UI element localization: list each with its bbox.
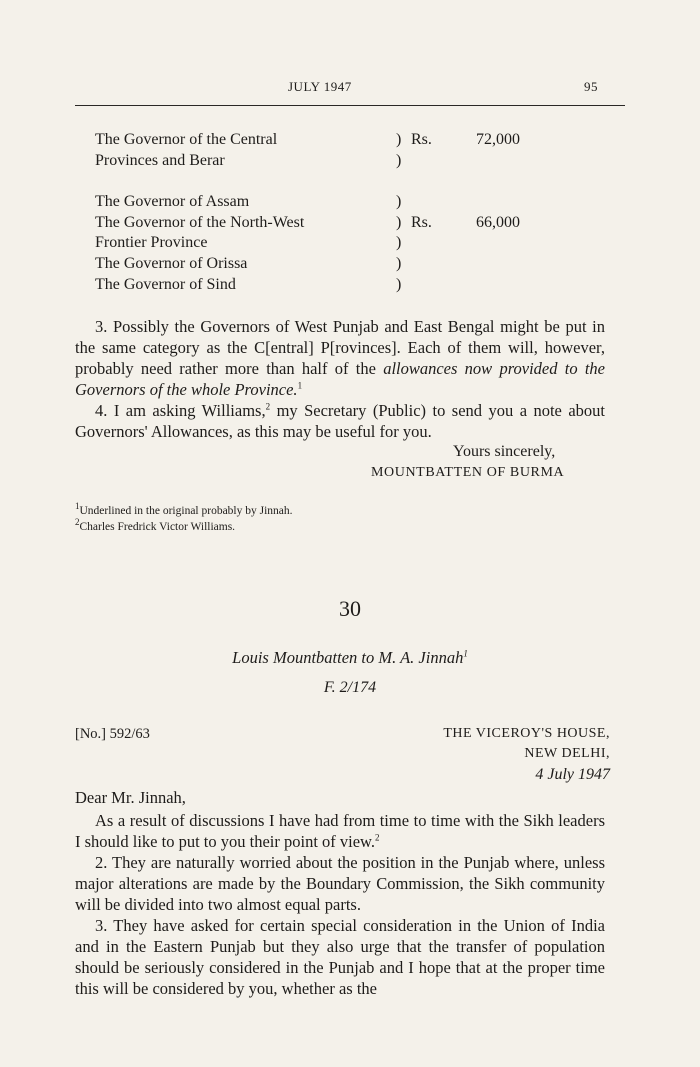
italic-phrase: allowances now provided to the Governors of the whole Province.	[75, 359, 605, 399]
closing: Yours sincerely,	[453, 443, 556, 460]
letter-date: 4 July 1947	[535, 766, 610, 783]
header-rule	[75, 105, 625, 106]
paragraph-3: 3. Possibly the Governors of West Punjab and East Bengal might be put in the same category as the C[entral] P[rovinces]. Each of them will, however, probably need rather more than half of the allowances now provided to the Governors of the whole Province.$^1$	[75, 317, 605, 399]
footnote: $^1$Underlined in the original probably by Jinnah.	[75, 501, 293, 517]
footnote-marker: 2	[375, 832, 380, 843]
letter2-paragraph-1: As a result of discussions I have had from time to time with the Sikh leaders I should like to put to you their point of view.$^2$	[75, 811, 605, 851]
footnote-marker: 1	[297, 380, 303, 391]
letter2-paragraph-3: 3. They have asked for certain special consideration in the Union of India and in the Eastern Punjab but they also urge that the transfer of population should be seriously considered in the Punjab and I hope that at the proper time this will be considered by you, whether as the	[75, 916, 605, 998]
reference-number: [No.] 592/63	[75, 726, 150, 742]
footnote-marker: 2	[265, 401, 271, 412]
signature: MOUNTBATTEN OF BURMA	[371, 465, 565, 480]
address-line-1: THE VICEROY'S HOUSE,	[443, 726, 610, 741]
document-page: JULY 1947 95 The Governor of the Central ) Rs. 72,000 Provinces and Berar ) The Governor of Assam ) The Governor of the North-West ) Rs. 66,000 Frontier Province ) The Governor of Orissa ) The Governor of Sind ) 3. Possibly the Governors of West Punjab and East Bengal might be put in the same category as the C[entral] P[rovinces]. Each of them will, however, probably need rather more than half of the allowances now provided to the Governors of the whole Province.$^1$ 4. I am asking Williams,$^2$ my Secretary (Public) to send you a note about Governors' Allowances, as this may be useful for you. Yours sincerely, MOUNTBATTEN OF BURMA $^1$Underlined in the original probably by Jinnah. $^2$Charles Fredrick Victor Williams. 30 Louis Mountbatten to M. A. Jinnah$^1$ F. 2/174 [No.] 592/63 THE VICEROY'S HOUSE, NEW DELHI, 4 July 1947 Dear Mr. Jinnah, As a result of discussions I have had from time to time with the Sikh leaders I should like to put to you their point of view.$^2$ 2. They are naturally worried about the position in the Punjab where, unless major alterations are made by the Boundary Commission, the Sikh community will be divided into two almost equal parts. 3. They have asked for certain special consideration in the Union of India and in the Eastern Punjab but they also urge that the transfer of population should be seriously considered in the Punjab and I hope that at the proper time this will be considered by you, whether as the	[0, 0, 700, 1067]
footnote: $^2$Charles Fredrick Victor Williams.	[75, 517, 236, 533]
file-reference: F. 2/174	[323, 679, 377, 696]
document-title: Louis Mountbatten to M. A. Jinnah$^1$	[232, 648, 468, 667]
footnote-marker: 1	[463, 648, 468, 659]
page-header	[0, 77, 700, 97]
address-line-2: NEW DELHI,	[524, 746, 610, 761]
salutation: Dear Mr. Jinnah,	[75, 788, 186, 807]
letter2-paragraph-2: 2. They are naturally worried about the position in the Punjab where, unless major alterations are made by the Boundary Commission, the Sikh community will be divided into two almost equal parts.	[75, 853, 605, 914]
page-number: 95	[584, 79, 598, 94]
document-number: 30	[339, 596, 361, 621]
paragraph-4: 4. I am asking Williams,$^2$ my Secretary (Public) to send you a note about Governors' Allowances, as this may be useful for you.	[75, 401, 605, 441]
running-title: JULY 1947	[288, 79, 352, 94]
